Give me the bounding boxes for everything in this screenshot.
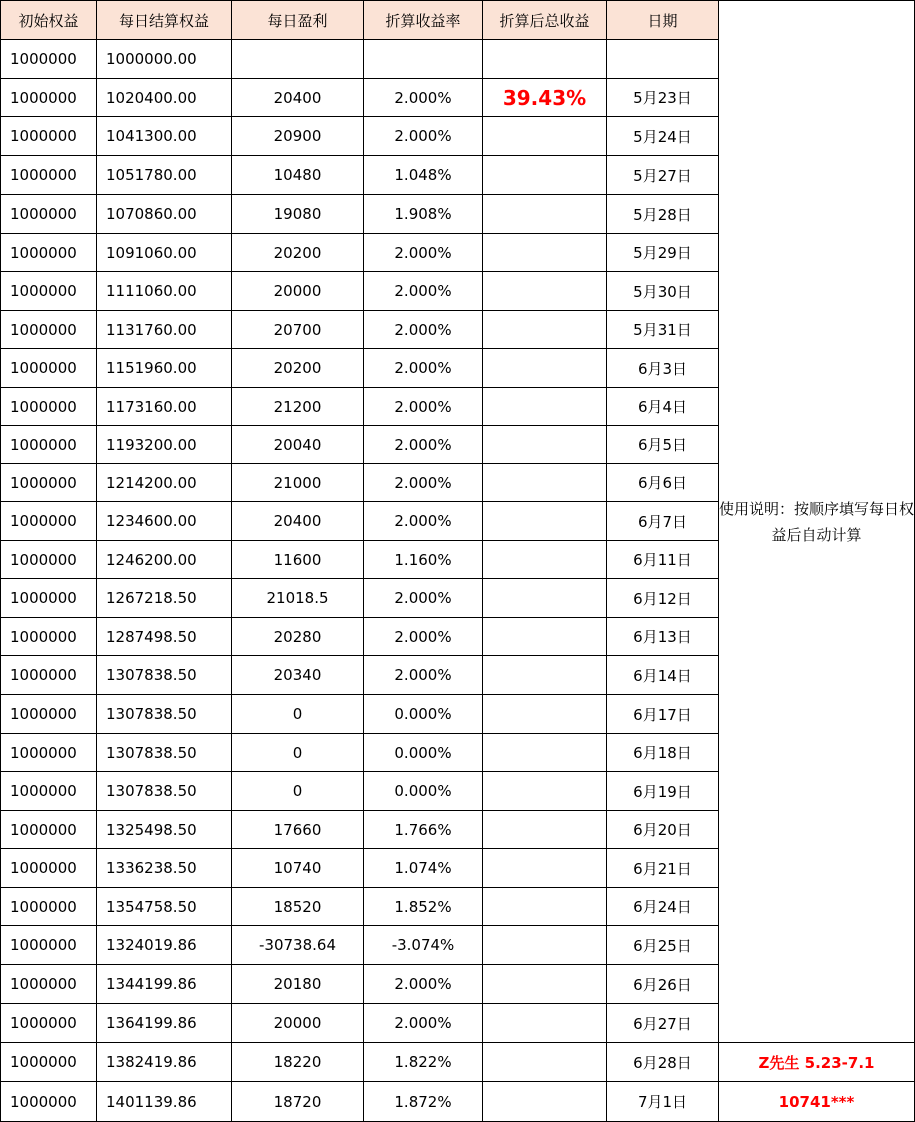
cell-daily-equity: 1020400.00 [97, 79, 232, 117]
cell-daily-profit: 0 [232, 695, 364, 734]
cell-date: 6月24日 [607, 888, 719, 926]
cell-daily-equity: 1000000.00 [97, 40, 232, 79]
cell-return-rate: 1.908% [364, 195, 483, 234]
cell-daily-equity: 1041300.00 [97, 117, 232, 156]
cell-total-return-empty [483, 40, 607, 79]
cell-return-rate: 2.000% [364, 388, 483, 426]
cell-total-return-empty [483, 618, 607, 656]
cell-initial-equity: 1000000 [0, 464, 97, 502]
cell-total-return-empty [483, 695, 607, 734]
cell-date: 6月4日 [607, 388, 719, 426]
cell-total-return-empty [483, 926, 607, 965]
cell-date: 6月26日 [607, 965, 719, 1004]
cell-daily-equity: 1091060.00 [97, 234, 232, 272]
cell-date: 6月28日 [607, 1043, 719, 1082]
cell-initial-equity: 1000000 [0, 234, 97, 272]
cell-initial-equity: 1000000 [0, 79, 97, 117]
cell-initial-equity: 1000000 [0, 195, 97, 234]
cell-date: 6月27日 [607, 1004, 719, 1043]
cell-total-return-empty [483, 656, 607, 695]
cell-return-rate: -3.074% [364, 926, 483, 965]
header-initial-equity: 初始权益 [0, 0, 97, 40]
cell-daily-equity: 1382419.86 [97, 1043, 232, 1082]
cell-daily-equity: 1307838.50 [97, 695, 232, 734]
cell-return-rate: 2.000% [364, 311, 483, 349]
cell-daily-profit: 11600 [232, 541, 364, 579]
cell-initial-equity: 1000000 [0, 618, 97, 656]
cell-daily-equity: 1336238.50 [97, 849, 232, 888]
cell-return-rate: 1.074% [364, 849, 483, 888]
cell-total-return-empty [483, 579, 607, 618]
cell-daily-equity: 1111060.00 [97, 272, 232, 311]
cell-daily-equity: 1131760.00 [97, 311, 232, 349]
cell-total-return-empty [483, 195, 607, 234]
cell-date: 6月13日 [607, 618, 719, 656]
cell-total-return-empty [483, 1082, 607, 1122]
cell-date: 5月23日 [607, 79, 719, 117]
cell-initial-equity: 1000000 [0, 40, 97, 79]
cell-initial-equity: 1000000 [0, 388, 97, 426]
cell-daily-equity: 1344199.86 [97, 965, 232, 1004]
cell-return-rate: 2.000% [364, 579, 483, 618]
cell-daily-equity: 1151960.00 [97, 349, 232, 388]
cell-daily-profit: 20000 [232, 272, 364, 311]
cell-daily-equity: 1354758.50 [97, 888, 232, 926]
cell-return-rate: 2.000% [364, 272, 483, 311]
cell-return-rate: 2.000% [364, 464, 483, 502]
cell-daily-equity: 1307838.50 [97, 656, 232, 695]
cell-initial-equity: 1000000 [0, 772, 97, 811]
cell-return-rate: 2.000% [364, 502, 483, 541]
cell-initial-equity: 1000000 [0, 888, 97, 926]
cell-daily-equity: 1267218.50 [97, 579, 232, 618]
cell-daily-equity: 1307838.50 [97, 772, 232, 811]
cell-daily-equity: 1401139.86 [97, 1082, 232, 1122]
cell-total-return-empty [483, 502, 607, 541]
cell-total-return-empty [483, 541, 607, 579]
cell-initial-equity: 1000000 [0, 656, 97, 695]
cell-total-return-empty [483, 965, 607, 1004]
cell-daily-profit: 20340 [232, 656, 364, 695]
cell-date: 5月31日 [607, 311, 719, 349]
cell-total-return-empty [483, 734, 607, 772]
cell-return-rate: 2.000% [364, 656, 483, 695]
cell-daily-profit: 17660 [232, 811, 364, 849]
cell-date: 6月5日 [607, 426, 719, 464]
cell-daily-profit: 20180 [232, 965, 364, 1004]
cell-total-return-empty [483, 426, 607, 464]
cell-total-return-empty [483, 1004, 607, 1043]
header-daily-profit: 每日盈利 [232, 0, 364, 40]
cell-initial-equity: 1000000 [0, 965, 97, 1004]
cell-daily-equity: 1325498.50 [97, 811, 232, 849]
cell-return-rate: 1.852% [364, 888, 483, 926]
cell-date: 5月29日 [607, 234, 719, 272]
cell-return-rate: 1.872% [364, 1082, 483, 1122]
cell-total-return-empty [483, 811, 607, 849]
cell-return-rate: 2.000% [364, 965, 483, 1004]
cell-total-return-empty [483, 1043, 607, 1082]
cell-return-rate: 2.000% [364, 426, 483, 464]
header-total-return: 折算后总收益 [483, 0, 607, 40]
cell-daily-profit: 10480 [232, 156, 364, 195]
cell-return-rate: 2.000% [364, 117, 483, 156]
cell-total-return-empty [483, 311, 607, 349]
cell-daily-profit: 0 [232, 772, 364, 811]
cell-date: 6月20日 [607, 811, 719, 849]
cell-daily-equity: 1214200.00 [97, 464, 232, 502]
cell-daily-profit: 21000 [232, 464, 364, 502]
cell-total-return-empty [483, 117, 607, 156]
cell-daily-profit: -30738.64 [232, 926, 364, 965]
cell-daily-profit: 18720 [232, 1082, 364, 1122]
cell-daily-equity: 1287498.50 [97, 618, 232, 656]
cell-return-rate: 0.000% [364, 772, 483, 811]
cell-total-return-empty [483, 388, 607, 426]
cell-date: 5月24日 [607, 117, 719, 156]
cell-initial-equity: 1000000 [0, 926, 97, 965]
cell-date: 6月19日 [607, 772, 719, 811]
cell-daily-profit: 0 [232, 734, 364, 772]
cell-daily-equity: 1307838.50 [97, 734, 232, 772]
cell-initial-equity: 1000000 [0, 849, 97, 888]
cell-daily-equity: 1324019.86 [97, 926, 232, 965]
header-date: 日期 [607, 0, 719, 40]
cell-date: 6月7日 [607, 502, 719, 541]
total-return-value: 39.43% [483, 79, 607, 117]
usage-note: 使用说明：按顺序填写每日权益后自动计算 [719, 0, 915, 1043]
cell-initial-equity: 1000000 [0, 1082, 97, 1122]
cell-initial-equity: 1000000 [0, 117, 97, 156]
cell-return-rate: 1.048% [364, 156, 483, 195]
cell-daily-profit: 21018.5 [232, 579, 364, 618]
cell-date: 5月30日 [607, 272, 719, 311]
cell-return-rate [364, 40, 483, 79]
cell-daily-profit: 20200 [232, 234, 364, 272]
cell-daily-profit: 20200 [232, 349, 364, 388]
cell-date: 6月21日 [607, 849, 719, 888]
cell-initial-equity: 1000000 [0, 734, 97, 772]
cell-return-rate: 0.000% [364, 695, 483, 734]
cell-return-rate: 2.000% [364, 1004, 483, 1043]
cell-daily-profit: 18220 [232, 1043, 364, 1082]
cell-return-rate: 2.000% [364, 349, 483, 388]
cell-initial-equity: 1000000 [0, 541, 97, 579]
header-return-rate: 折算收益率 [364, 0, 483, 40]
cell-daily-equity: 1070860.00 [97, 195, 232, 234]
cell-total-return-empty [483, 234, 607, 272]
cell-total-return-empty [483, 464, 607, 502]
cell-initial-equity: 1000000 [0, 349, 97, 388]
cell-initial-equity: 1000000 [0, 811, 97, 849]
cell-daily-equity: 1234600.00 [97, 502, 232, 541]
cell-initial-equity: 1000000 [0, 695, 97, 734]
client-name-label: Z先生 5.23-7.1 [719, 1043, 915, 1082]
cell-return-rate: 2.000% [364, 618, 483, 656]
cell-daily-equity: 1173160.00 [97, 388, 232, 426]
cell-total-return-empty [483, 272, 607, 311]
cell-daily-profit: 20040 [232, 426, 364, 464]
cell-daily-profit: 21200 [232, 388, 364, 426]
cell-initial-equity: 1000000 [0, 311, 97, 349]
cell-total-return-empty [483, 888, 607, 926]
cell-daily-profit: 20900 [232, 117, 364, 156]
cell-date: 5月28日 [607, 195, 719, 234]
cell-date: 6月18日 [607, 734, 719, 772]
cell-initial-equity: 1000000 [0, 1004, 97, 1043]
cell-daily-equity: 1193200.00 [97, 426, 232, 464]
cell-return-rate: 0.000% [364, 734, 483, 772]
cell-date: 7月1日 [607, 1082, 719, 1122]
cell-daily-equity: 1051780.00 [97, 156, 232, 195]
cell-daily-profit: 19080 [232, 195, 364, 234]
client-account-label: 10741*** [719, 1082, 915, 1122]
header-daily-equity: 每日结算权益 [97, 0, 232, 40]
cell-daily-profit: 20700 [232, 311, 364, 349]
cell-initial-equity: 1000000 [0, 156, 97, 195]
cell-date: 6月11日 [607, 541, 719, 579]
cell-date [607, 40, 719, 79]
cell-daily-profit [232, 40, 364, 79]
cell-date: 6月12日 [607, 579, 719, 618]
cell-date: 6月6日 [607, 464, 719, 502]
cell-date: 6月17日 [607, 695, 719, 734]
cell-daily-equity: 1364199.86 [97, 1004, 232, 1043]
cell-daily-profit: 10740 [232, 849, 364, 888]
cell-daily-profit: 20280 [232, 618, 364, 656]
cell-return-rate: 1.160% [364, 541, 483, 579]
cell-daily-equity: 1246200.00 [97, 541, 232, 579]
cell-initial-equity: 1000000 [0, 1043, 97, 1082]
cell-initial-equity: 1000000 [0, 272, 97, 311]
cell-date: 6月14日 [607, 656, 719, 695]
cell-daily-profit: 18520 [232, 888, 364, 926]
cell-total-return-empty [483, 156, 607, 195]
cell-return-rate: 2.000% [364, 234, 483, 272]
cell-date: 6月25日 [607, 926, 719, 965]
cell-date: 6月3日 [607, 349, 719, 388]
cell-return-rate: 1.822% [364, 1043, 483, 1082]
cell-initial-equity: 1000000 [0, 579, 97, 618]
cell-daily-profit: 20000 [232, 1004, 364, 1043]
cell-total-return-empty [483, 349, 607, 388]
cell-initial-equity: 1000000 [0, 502, 97, 541]
cell-total-return-empty [483, 849, 607, 888]
cell-total-return-empty [483, 772, 607, 811]
cell-daily-profit: 20400 [232, 79, 364, 117]
cell-daily-profit: 20400 [232, 502, 364, 541]
cell-date: 5月27日 [607, 156, 719, 195]
cell-return-rate: 2.000% [364, 79, 483, 117]
cell-return-rate: 1.766% [364, 811, 483, 849]
cell-initial-equity: 1000000 [0, 426, 97, 464]
